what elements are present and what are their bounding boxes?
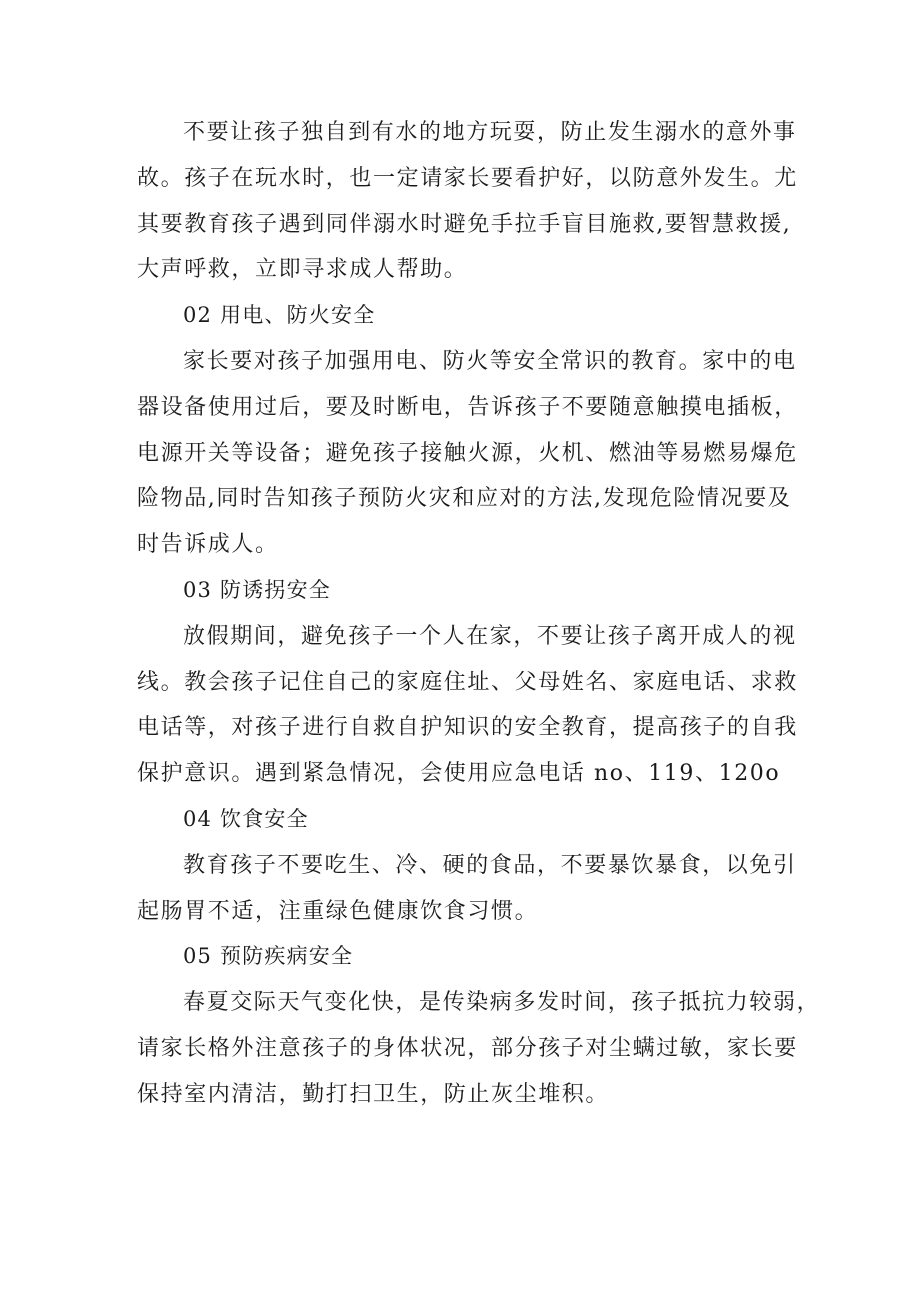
text-line: 线。教会孩子记住自己的家庭住址、父母姓名、家庭电话、求救 (137, 669, 798, 695)
text-line: 请家长格外注意孩子的身体状况，部分孩子对尘螨过敏，家长要 (137, 1035, 798, 1061)
text-line: 电源开关等设备；避免孩子接触火源，火机、燃油等易燃易爆危 (137, 440, 798, 466)
document-page (137, 110, 821, 1118)
section-heading-disease-prevention: 05 预防疾病安全 (183, 944, 354, 969)
text-line: 器设备使用过后，要及时断电，告诉孩子不要随意触摸电插板， (137, 394, 798, 420)
text-line: 时告诉成人。 (137, 532, 279, 558)
paragraph-food-safety (137, 843, 805, 935)
text-line: 保持室内清洁，勤打扫卫生，防止灰尘堆积。 (137, 1081, 610, 1107)
text-line: 电话等，对孩子进行自救自护知识的安全教育，提高孩子的自我 (137, 715, 798, 741)
section-heading-anti-abduction: 03 防诱拐安全 (183, 577, 331, 602)
text-line: 故。孩子在玩水时，也一定请家长要看护好，以防意外发生。尤 (137, 165, 798, 191)
paragraph-disease-prevention (137, 980, 821, 1117)
section-heading-electricity-fire: 02 用电、防火安全 (183, 303, 376, 328)
text-line: 起肠胃不适，注重绿色健康饮食习惯。 (137, 898, 539, 924)
text-line: 其要教育孩子遇到同伴溺水时避免手拉手盲目施救,要智慧救援, (137, 211, 792, 237)
paragraph-water-safety (137, 110, 805, 293)
paragraph-electricity-fire (137, 339, 805, 568)
text-line: 险物品,同时告知孩子预防火灾和应对的方法,发现危险情况要及 (137, 486, 792, 512)
text-line: 放假期间，避免孩子一个人在家，不要让孩子离开成人的视 (183, 623, 797, 649)
text-line: 保护意识。遇到紧急情况，会使用应急电话 no、119、120o (137, 761, 781, 787)
text-line: 教育孩子不要吃生、冷、硬的食品，不要暴饮暴食，以免引 (183, 852, 797, 878)
text-line: 家长要对孩子加强用电、防火等安全常识的教育。家中的电 (183, 348, 797, 374)
text-line: 大声呼救，立即寻求成人帮助。 (137, 257, 468, 283)
section-heading-food-safety: 04 饮食安全 (183, 806, 309, 831)
text-line: 春夏交际天气变化快，是传染病多发时间，孩子抵抗力较弱， (183, 990, 821, 1016)
text-line: 不要让孩子独自到有水的地方玩耍，防止发生溺水的意外事 (183, 120, 797, 145)
paragraph-anti-abduction (137, 614, 805, 797)
